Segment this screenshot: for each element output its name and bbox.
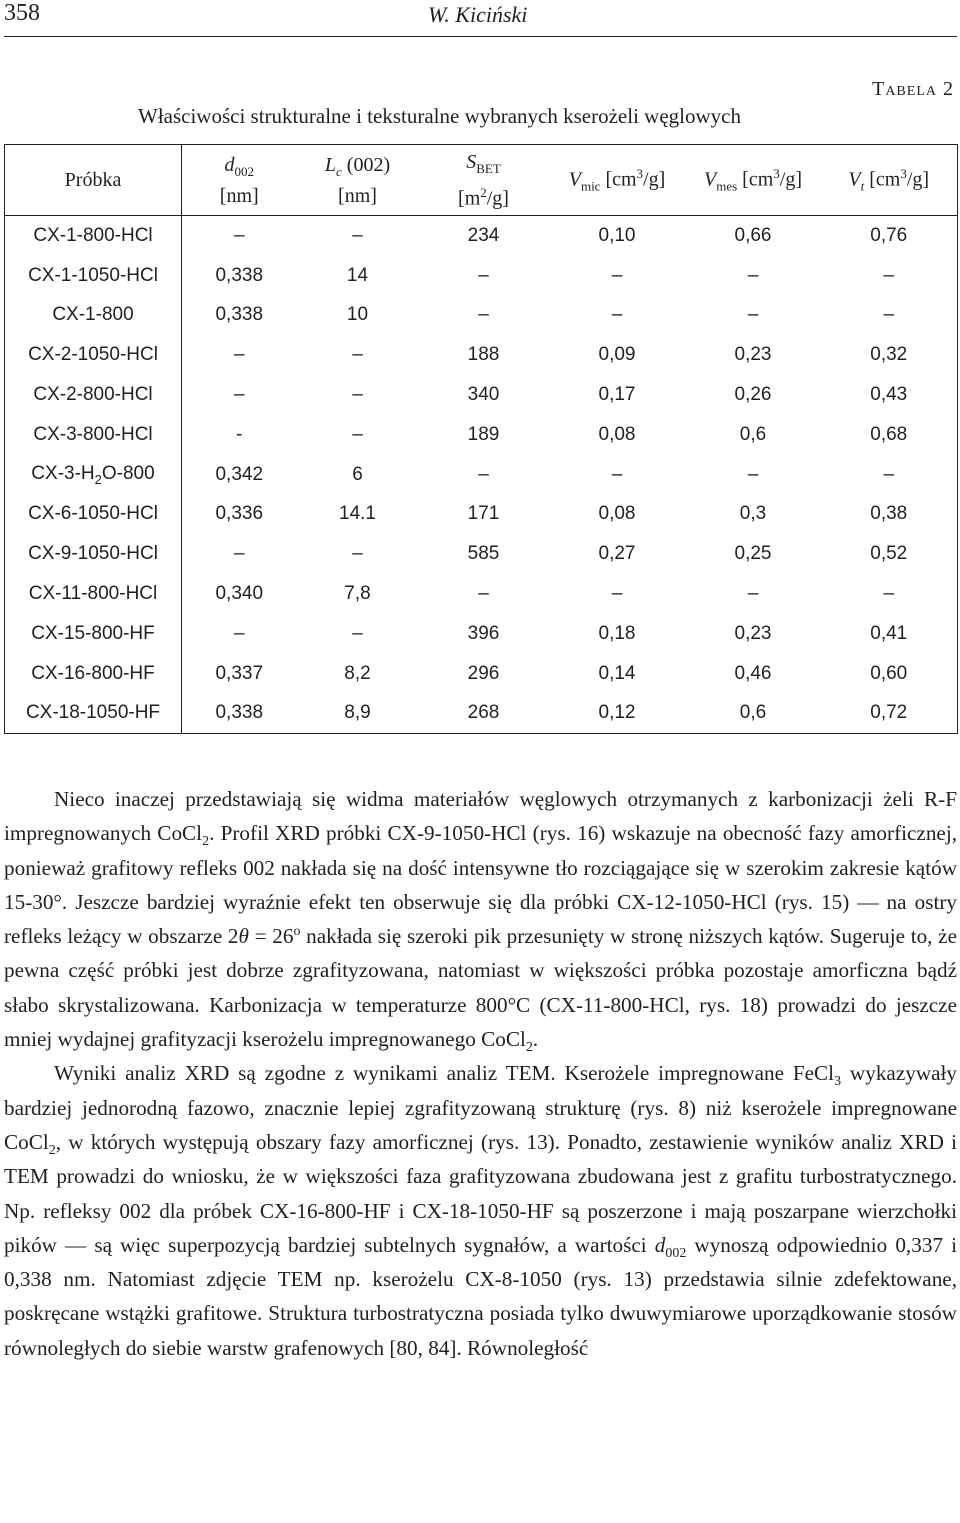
table-cell: 189 xyxy=(467,423,500,445)
table-cell: 10 xyxy=(346,304,369,326)
sample-name-cell: CX-3-800-HCl xyxy=(5,415,182,455)
table-cell: – xyxy=(352,423,363,445)
table-cell: 0,17 xyxy=(598,384,636,406)
table-row xyxy=(5,455,958,495)
table-cell: – xyxy=(611,304,623,326)
table-cell: – xyxy=(352,543,363,565)
table-cell: – xyxy=(611,583,623,605)
col-header-sbet: $S_{BET}$ $[m^2/g]$ xyxy=(419,145,549,216)
table-cell: 6 xyxy=(352,463,363,485)
table-cell: 0,52 xyxy=(821,534,958,574)
sample-name-cell: CX-16-800-HF xyxy=(5,654,182,694)
body-text xyxy=(4,782,957,1365)
table-cell: 7,8 xyxy=(344,583,371,605)
table-cell: 0,336 xyxy=(182,495,297,535)
table-cell: – xyxy=(478,463,489,485)
sample-name-cell: CX-9-1050-HCl xyxy=(5,534,182,574)
sample-name-cell: CX-1-1050-HCl xyxy=(5,256,182,296)
table-row xyxy=(5,375,958,415)
table-cell: 0,08 xyxy=(598,423,636,445)
table-cell: 0,338 xyxy=(182,694,297,734)
table-row xyxy=(5,614,958,654)
table-cell: 0,26 xyxy=(734,384,772,406)
table-cell: – xyxy=(478,583,489,605)
table-cell: 0,38 xyxy=(821,495,958,535)
table-cell: 0,338 xyxy=(182,256,297,296)
table-cell: – xyxy=(821,455,958,495)
table-cell: – xyxy=(297,216,419,256)
table-cell: 296 xyxy=(467,662,500,684)
table-cell: – xyxy=(611,264,623,286)
sample-name-cell: CX-18-1050-HF xyxy=(5,694,182,734)
table-cell: – xyxy=(747,583,759,605)
paragraph-2: Wyniki analiz XRD są zgodne z wynikami analiz TEM. Kserożele impregnowane FeCl$_3$ wykazywały bardziej jednorodną fazowo, znacznie lepiej zgrafityzowaną strukturę (rys. 8) niż kserożele impregnowane CoCl$_2$, w których występują obszary fazy amorficznej (rys. 13). Ponadto, zestawienie wyników analiz XRD i TEM prowadzi do wniosku, że w większości faza grafityzowana zbudowana jest z grafitu turbostratycznego. Np. refleksy 002 dla próbek CX-16-800-HF i CX-18-1050-HF są poszerzone i mają poszarpane wierzchołki pików — są więc superpozycją bardziej subtelnych sygnałów, a wartości $d_{002}$ wynoszą odpowiednio 0,337 i 0,338 nm. Natomiast zdjęcie TEM np. kserożelu CX-8-1050 (rys. 13) przedstawia silnie zdefektowane, poskręcane wstążki grafitowe. Struktura turbostratyczna posiada tylko dwuwymiarowe uporządkowanie stosów równoległych do siebie warstw grafenowych [80, 84]. Równoległość xyxy=(4,1061,957,1360)
sample-name-cell: CX-15-800-HF xyxy=(5,614,182,654)
col-header-d002: $d_{002}$ [nm] xyxy=(182,145,297,216)
paragraph-1: Nieco inaczej przedstawiają się widma materiałów węglowych otrzymanych z karbonizacji żeli R-F impregnowanych CoCl$_2$. Profil XRD próbki CX-9-1050-HCl (rys. 16) wskazuje na obecność fazy amorficznej, ponieważ grafitowy refleks 002 nakłada się na dość intensywne tło rozciągające się w szerokim zakresie kątów 15-30°. Jeszcze bardziej wyraźnie efekt ten obserwuje się dla próbki CX-12-1050-HCl (rys. 15) — na ostry refleks leżący w obszarze $2\theta = 26^o$ nakłada się szeroki pik przesunięty w stronę niższych kątów. Sugeruje to, że pewna część próbki jest dobrze zgrafityzowana, natomiast w większości próbka pozostaje amorficzna bądź słabo skrystalizowana. Karbonizacja w temperaturze 800°C (CX-11-800-HCl, rys. 18) prowadzi do jeszcze mniej wydajnej grafityzacji kserożelu impregnowanego CoCl$_2$. xyxy=(4,787,957,1056)
sample-name-cell: CX-1-800 xyxy=(5,296,182,336)
sample-name-cell: $CX-3-H_2O-800$ xyxy=(5,455,182,495)
page-number: 358 xyxy=(4,0,40,26)
table-cell: 171 xyxy=(467,503,500,525)
table-cell: 0,27 xyxy=(598,543,636,565)
table-row xyxy=(5,534,958,574)
col-header-vmic: $V_{mic}$ $[cm^3/g]$ xyxy=(549,145,686,216)
table-cell: 0,76 xyxy=(821,216,958,256)
table-cell: – xyxy=(821,574,958,614)
table-cell: 0,10 xyxy=(549,216,686,256)
col-header-sample: Próbka xyxy=(5,145,182,216)
table-cell: – xyxy=(352,344,363,366)
table-cell: 0,338 xyxy=(182,296,297,336)
table-cell: 0,23 xyxy=(734,344,772,366)
table-row xyxy=(5,694,958,734)
sample-name-cell: CX-2-800-HCl xyxy=(5,375,182,415)
table-cell: 0,18 xyxy=(598,622,636,644)
table-cell: – xyxy=(747,264,759,286)
table-cell: – xyxy=(182,614,297,654)
table-header-row xyxy=(5,145,958,216)
table-cell: 0,337 xyxy=(182,654,297,694)
table-cell: – xyxy=(352,384,363,406)
table-cell: – xyxy=(821,296,958,336)
table-row xyxy=(5,296,958,336)
table-cell: - xyxy=(182,415,297,455)
table-cell: 0,09 xyxy=(598,344,636,366)
table-cell: 188 xyxy=(467,344,500,366)
table-cell: 14.1 xyxy=(339,503,376,525)
table-cell: 585 xyxy=(467,543,500,565)
table-cell: 0,12 xyxy=(549,694,686,734)
col-header-lc: $L_c$ (002) [nm] xyxy=(297,145,419,216)
table-cell: 0,68 xyxy=(821,415,958,455)
data-table xyxy=(4,144,958,734)
table-cell: 0,340 xyxy=(182,574,297,614)
table-cell: 0,43 xyxy=(821,375,958,415)
table-cell: 0,3 xyxy=(739,503,767,525)
sample-name-cell: CX-11-800-HCl xyxy=(5,574,182,614)
table-cell: – xyxy=(478,304,489,326)
table-cell: – xyxy=(182,534,297,574)
table-label: Tabela 2 xyxy=(872,78,954,100)
table-row xyxy=(5,495,958,535)
table-caption: Właściwości strukturalne i teksturalne wybranych kserożeli węglowych xyxy=(138,104,741,128)
table-row xyxy=(5,574,958,614)
table-cell: – xyxy=(182,375,297,415)
table-cell: 340 xyxy=(467,384,500,406)
table-cell: 0,342 xyxy=(182,455,297,495)
table-cell: 268 xyxy=(419,694,549,734)
table-cell: 0,6 xyxy=(686,694,821,734)
page-header xyxy=(0,0,960,40)
table-cell: 8,2 xyxy=(344,662,371,684)
table-cell: 396 xyxy=(467,622,500,644)
table-cell: 0,6 xyxy=(739,423,767,445)
table-row xyxy=(5,654,958,694)
sample-name-cell: CX-2-1050-HCl xyxy=(5,335,182,375)
table-cell: – xyxy=(182,216,297,256)
table-row xyxy=(5,216,958,256)
table-cell: – xyxy=(182,335,297,375)
table-cell: 14 xyxy=(346,264,369,286)
sample-name-cell: CX-6-1050-HCl xyxy=(5,495,182,535)
table-cell: 0,72 xyxy=(821,694,958,734)
table-cell: – xyxy=(821,256,958,296)
col-header-vmes: $V_{mes}$ $[cm^3/g]$ xyxy=(686,145,821,216)
table-cell: 0,60 xyxy=(821,654,958,694)
table-cell: 0,41 xyxy=(821,614,958,654)
table-cell: – xyxy=(611,463,623,485)
sample-name-cell: CX-1-800-HCl xyxy=(5,216,182,256)
table-cell: 234 xyxy=(419,216,549,256)
running-head: W. Kiciński xyxy=(428,2,528,27)
table-row xyxy=(5,415,958,455)
table-cell: 8,9 xyxy=(297,694,419,734)
table-cell: 0,46 xyxy=(734,662,772,684)
table-cell: 0,32 xyxy=(821,335,958,375)
table-row xyxy=(5,256,958,296)
table-cell: 0,08 xyxy=(598,503,636,525)
table-cell: – xyxy=(747,463,759,485)
table-cell: – xyxy=(478,264,489,286)
table-cell: 0,66 xyxy=(686,216,821,256)
table-cell: 0,14 xyxy=(598,662,636,684)
col-header-vt: $V_t$ $[cm^3/g]$ xyxy=(821,145,958,216)
table-cell: – xyxy=(352,622,363,644)
table-cell: 0,23 xyxy=(734,622,772,644)
header-rule xyxy=(4,36,957,37)
table-cell: 0,25 xyxy=(734,543,772,565)
table-row xyxy=(5,335,958,375)
table-cell: – xyxy=(747,304,759,326)
